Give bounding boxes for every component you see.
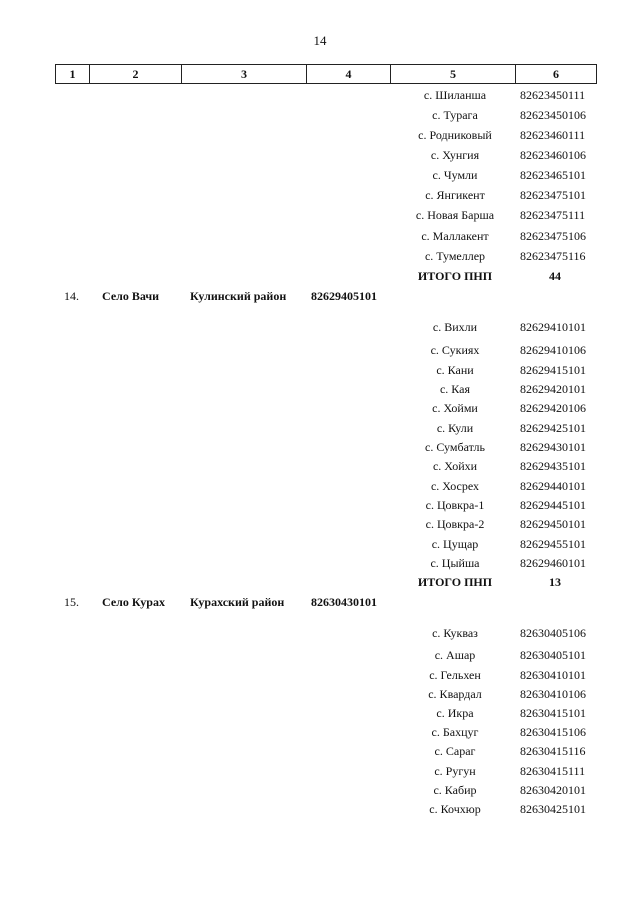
settlement-row: [0, 247, 640, 265]
settlement-code: 82623475101: [520, 188, 586, 202]
settlement-name: с. Цущар: [431, 537, 479, 551]
settlement-name: с. Кочхюр: [429, 802, 481, 816]
settlement-code: 82623450106: [520, 108, 586, 122]
settlement-name: с. Кани: [436, 363, 474, 377]
settlement-code: 82630410106: [520, 687, 586, 701]
entry-number: 14.: [64, 289, 79, 303]
settlement-name: с. Сукиях: [430, 343, 480, 357]
settlement-code: 82630415116: [520, 744, 586, 758]
settlement-code: 82629445101: [520, 498, 586, 512]
entry-center: Село Курах: [102, 595, 165, 609]
settlement-name: с. Цовкра-2: [425, 517, 485, 531]
column-header-table: [55, 64, 597, 84]
entry-row: [0, 287, 640, 305]
total-label: ИТОГО ПНП: [417, 575, 493, 589]
settlement-name: с. Сумбатль: [425, 440, 485, 454]
settlement-code: 82629430101: [520, 440, 586, 454]
entry-code: 82630430101: [311, 595, 377, 609]
column-header: 5: [391, 65, 516, 84]
settlement-row: [0, 399, 640, 417]
settlement-row: [0, 704, 640, 722]
settlement-row: [0, 438, 640, 456]
settlement-code: 82629420106: [520, 401, 586, 415]
settlement-code: 82629455101: [520, 537, 586, 551]
settlement-code: 82629460101: [520, 556, 586, 570]
settlement-name: с. Цовкра-1: [425, 498, 485, 512]
settlement-code: 82630410101: [520, 668, 586, 682]
settlement-row: [0, 535, 640, 553]
settlement-code: 82630415101: [520, 706, 586, 720]
settlement-name: с. Янгикент: [425, 188, 485, 202]
settlement-row: [0, 554, 640, 572]
settlement-code: 82623460106: [520, 148, 586, 162]
settlement-name: с. Гельхен: [429, 668, 481, 682]
total-value: 44: [549, 269, 561, 283]
column-header: 2: [90, 65, 182, 84]
settlement-row: [0, 166, 640, 184]
settlement-row: [0, 646, 640, 664]
settlement-code: 82623475116: [520, 249, 586, 263]
settlement-code: 82629410101: [520, 320, 586, 334]
settlement-row: [0, 666, 640, 684]
settlement-name: с. Цыйша: [430, 556, 480, 570]
settlement-row: [0, 126, 640, 144]
settlement-name: с. Сараг: [434, 744, 476, 758]
settlement-name: с. Чумли: [432, 168, 478, 182]
settlement-code: 82630405101: [520, 648, 586, 662]
settlement-code: 82629420101: [520, 382, 586, 396]
entry-code: 82629405101: [311, 289, 377, 303]
settlement-row: [0, 206, 640, 224]
settlement-row: [0, 106, 640, 124]
entry-district: Кулинский район: [190, 289, 287, 303]
settlement-name: с. Кабир: [433, 783, 477, 797]
settlement-row: [0, 318, 640, 336]
settlement-name: с. Ругун: [434, 764, 476, 778]
entry-district: Курахский район: [190, 595, 285, 609]
total-value: 13: [549, 575, 561, 589]
settlement-name: с. Квардал: [428, 687, 482, 701]
column-header: 3: [182, 65, 307, 84]
settlement-name: с. Хунгия: [430, 148, 480, 162]
settlement-row: [0, 742, 640, 760]
settlement-name: с. Родниковый: [418, 128, 492, 142]
total-row: [0, 573, 640, 591]
settlement-code: 82629440101: [520, 479, 586, 493]
entry-number: 15.: [64, 595, 79, 609]
settlement-row: [0, 685, 640, 703]
total-label: ИТОГО ПНП: [417, 269, 493, 283]
settlement-code: 82623465101: [520, 168, 586, 182]
entry-row: [0, 593, 640, 611]
settlement-row: [0, 380, 640, 398]
settlement-row: [0, 146, 640, 164]
settlement-name: с. Кукваз: [432, 626, 478, 640]
settlement-code: 82623475106: [520, 229, 586, 243]
settlement-name: с. Турага: [432, 108, 478, 122]
settlement-code: 82630420101: [520, 783, 586, 797]
settlement-row: [0, 723, 640, 741]
settlement-name: с. Хойхи: [432, 459, 478, 473]
settlement-name: с. Кули: [436, 421, 474, 435]
settlement-code: 82623475111: [520, 208, 586, 222]
settlement-row: [0, 227, 640, 245]
settlement-code: 82629425101: [520, 421, 586, 435]
column-header: 6: [516, 65, 597, 84]
settlement-name: с. Хойми: [432, 401, 478, 415]
settlement-name: с. Маллакент: [421, 229, 489, 243]
settlement-code: 82629415101: [520, 363, 586, 377]
settlement-row: [0, 800, 640, 818]
settlement-code: 82630425101: [520, 802, 586, 816]
settlement-row: [0, 457, 640, 475]
settlement-code: 82630415106: [520, 725, 586, 739]
settlement-row: [0, 86, 640, 104]
settlement-name: с. Бахцуг: [431, 725, 479, 739]
settlement-code: 82629450101: [520, 517, 586, 531]
settlement-row: [0, 515, 640, 533]
settlement-row: [0, 624, 640, 642]
settlement-name: с. Шиланша: [423, 88, 487, 102]
total-row: [0, 267, 640, 285]
entry-center: Село Вачи: [102, 289, 160, 303]
settlement-row: [0, 496, 640, 514]
settlement-row: [0, 341, 640, 359]
settlement-code: 82623460111: [520, 128, 586, 142]
settlement-name: с. Ашар: [434, 648, 476, 662]
settlement-name: с. Хосрех: [430, 479, 480, 493]
settlement-code: 82630405106: [520, 626, 586, 640]
settlement-code: 82623450111: [520, 88, 586, 102]
settlement-row: [0, 477, 640, 495]
settlement-code: 82629435101: [520, 459, 586, 473]
settlement-row: [0, 762, 640, 780]
settlement-code: 82630415111: [520, 764, 586, 778]
settlement-row: [0, 361, 640, 379]
settlement-name: с. Икра: [436, 706, 474, 720]
settlement-code: 82629410106: [520, 343, 586, 357]
column-header: 1: [56, 65, 90, 84]
settlement-name: с. Вихли: [432, 320, 478, 334]
settlement-row: [0, 781, 640, 799]
page-number: 14: [313, 33, 327, 48]
settlement-row: [0, 419, 640, 437]
settlement-name: с. Новая Барша: [415, 208, 495, 222]
column-header: 4: [307, 65, 391, 84]
settlement-name: с. Кая: [439, 382, 471, 396]
settlement-name: с. Тумеллер: [424, 249, 486, 263]
settlement-row: [0, 186, 640, 204]
